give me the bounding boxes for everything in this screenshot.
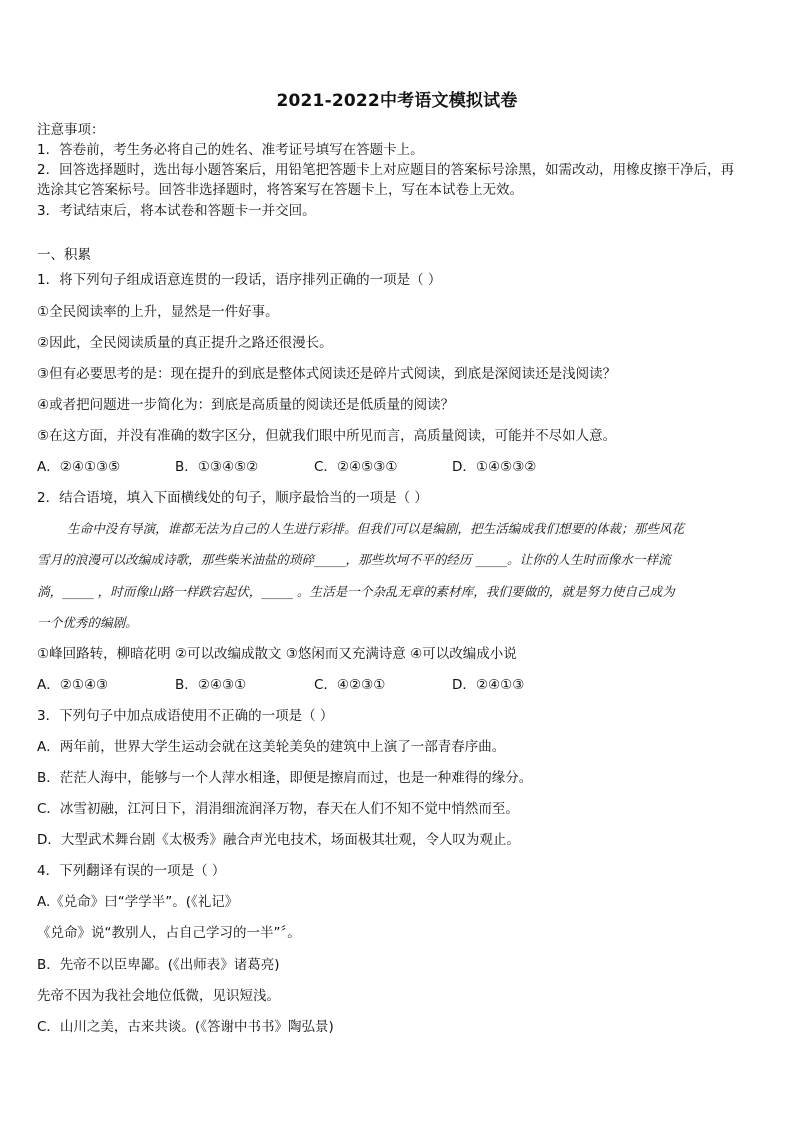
q1-sentence: ④或者把问题进一步简化为：到底是高质量的阅读还是低质量的阅读？	[37, 397, 455, 413]
q4-option-b-translation: 先帝不因为我社会地位低微，见识短浅。	[37, 988, 280, 1004]
q2-choices: ①峰回路转，柳暗花明 ②可以改编成散文 ③悠闲而又充满诗意 ④可以改编成小说	[37, 646, 517, 662]
section-heading: 一、积累	[37, 247, 91, 263]
q1-sentence: ①全民阅读率的上升，显然是一件好事。	[37, 304, 279, 320]
q4-option-a-translation: 《兑命》说“教别人，占自己学习的一半”〞。	[37, 925, 301, 941]
q1-stem: 1．将下列句子组成语意连贯的一段话，语序排列正确的一项是（ ）	[37, 272, 442, 288]
q2-passage-line: 生命中没有导演，谁都无法为自己的人生进行彩排。但我们可以是编剧，把生活编成我们想要的体裁；那些风花	[67, 521, 685, 536]
q2-stem: 2．结合语境，填入下面横线处的句子，顺序最恰当的一项是（ ）	[37, 490, 428, 506]
q2-option-b[interactable]: B．②④③①	[175, 677, 247, 693]
q3-option-d[interactable]: D．大型武术舞台剧《太极秀》融合声光电技术，场面极其壮观，令人叹为观止。	[37, 832, 520, 848]
notice-line: 1．答卷前，考生务必将自己的姓名、准考证号填写在答题卡上。	[37, 142, 424, 158]
q2-passage-line: 雪月的浪漫可以改编成诗歌，那些柴米油盐的琐碎_____，那些坎坷不平的经历 _____。让你的人生时而像水一样流	[37, 552, 671, 567]
q3-stem: 3．下列句子中加点成语使用不正确的一项是（ ）	[37, 708, 334, 724]
q1-option-c[interactable]: C．②④⑤③①	[314, 459, 398, 475]
notice-heading: 注意事项：	[37, 122, 105, 138]
q2-option-d[interactable]: D．②④①③	[452, 677, 525, 693]
notice-line: 选涂其它答案标号。回答非选择题时，将答案写在答题卡上，写在本试卷上无效。	[37, 182, 523, 198]
notice-line: 3．考试结束后，将本试卷和答题卡一并交回。	[37, 203, 316, 219]
q4-stem: 4．下列翻译有误的一项是（ ）	[37, 863, 226, 879]
q2-passage-line: 一个优秀的编剧。	[37, 615, 138, 630]
q1-option-d[interactable]: D．①④⑤③②	[452, 459, 537, 475]
q1-option-a[interactable]: A．②④①③⑤	[37, 459, 121, 475]
q4-option-a[interactable]: A.《兑命》曰“学学半”。(《礼记》	[37, 894, 239, 910]
q3-option-c[interactable]: C．冰雪初融，江河日下，涓涓细流润泽万物，春天在人们不知不觉中悄然而至。	[37, 801, 519, 817]
q2-option-a[interactable]: A．②①④③	[37, 677, 109, 693]
q4-option-b[interactable]: B．先帝不以臣卑鄙。(《出师表》诸葛亮)	[37, 957, 280, 973]
q2-passage-line: 淌，_____ ，时而像山路一样跌宕起伏，_____ 。生活是一个杂乱无章的素材库，我们要做的，就是努力使自己成为	[37, 584, 675, 599]
exam-title: 2021-2022中考语文模拟试卷	[276, 91, 518, 111]
q3-option-b[interactable]: B．茫茫人海中，能够与一个人萍水相逢，即便是擦肩而过，也是一种难得的缘分。	[37, 770, 533, 786]
q2-option-c[interactable]: C．④②③①	[314, 677, 386, 693]
notice-line: 2．回答选择题时，选出每小题答案后，用铅笔把答题卡上对应题目的答案标号涂黑，如需改动，用橡皮擦干净后，再	[37, 162, 735, 178]
q1-option-b[interactable]: B．①③④⑤②	[175, 459, 259, 475]
q3-option-a[interactable]: A．两年前，世界大学生运动会就在这美轮美奂的建筑中上演了一部青春序曲。	[37, 739, 506, 755]
q1-sentence: ⑤在这方面，并没有准确的数字区分，但就我们眼中所见而言，高质量阅读，可能并不尽如人意。	[37, 428, 617, 444]
q1-sentence: ②因此，全民阅读质量的真正提升之路还很漫长。	[37, 335, 333, 351]
q4-option-c[interactable]: C．山川之美，古来共谈。(《答谢中书书》陶弘景)	[37, 1019, 334, 1035]
q1-sentence: ③但有必要思考的是：现在提升的到底是整体式阅读还是碎片式阅读，到底是深阅读还是浅阅读？	[37, 366, 617, 382]
